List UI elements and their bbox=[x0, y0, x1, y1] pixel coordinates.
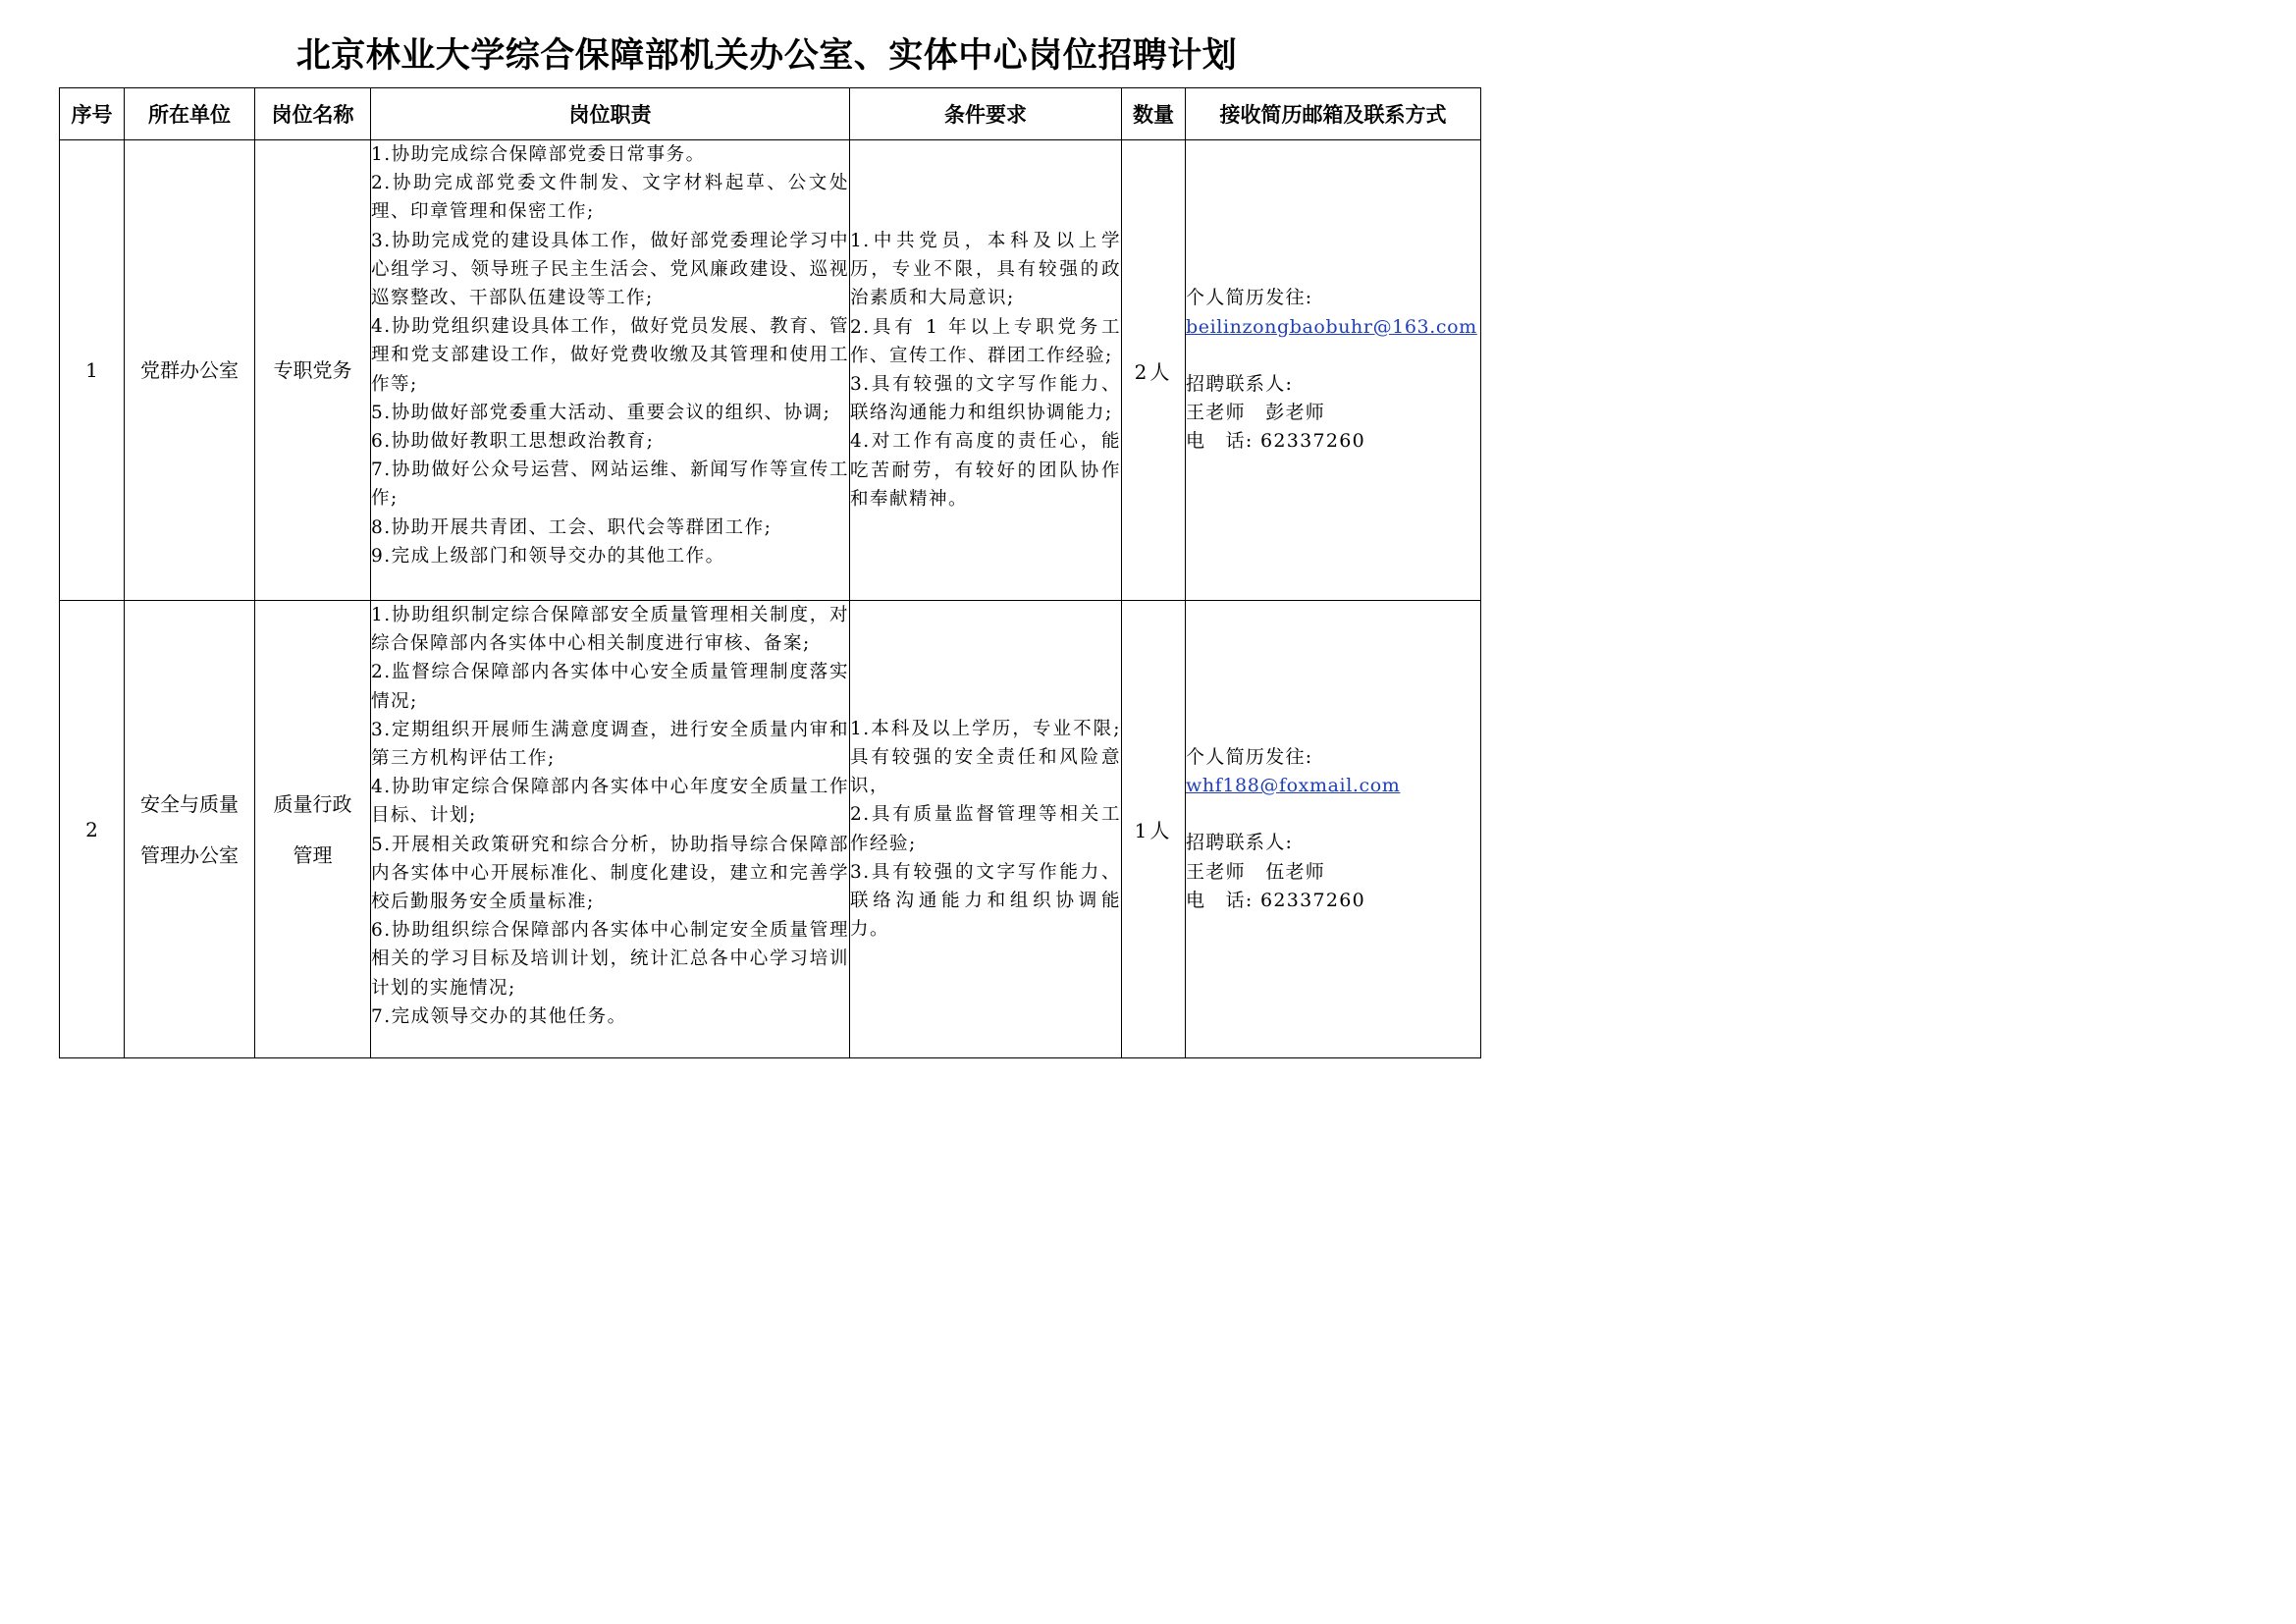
page-title: 北京林业大学综合保障部机关办公室、实体中心岗位招聘计划 bbox=[295, 36, 1238, 76]
duty-item: 5.协助做好部党委重大活动、重要会议的组织、协调; bbox=[371, 402, 831, 423]
row-quantity: 2人 bbox=[1122, 140, 1186, 601]
email-link[interactable]: whf188@foxmail.com bbox=[1186, 775, 1401, 797]
spacer bbox=[1186, 800, 1480, 829]
header-duties: 岗位职责 bbox=[371, 88, 850, 140]
row-contact bbox=[1186, 601, 1481, 1058]
row-duties bbox=[371, 140, 850, 601]
requirement-item: 2.具有 1 年以上专职党务工作、宣传工作、群团工作经验; bbox=[850, 316, 1121, 366]
row-quantity: 1人 bbox=[1122, 601, 1186, 1058]
duty-item: 6.协助做好教职工思想政治教育; bbox=[371, 431, 655, 453]
contact-persons: 王老师 彭老师 bbox=[1186, 402, 1326, 424]
duty-item: 8.协助开展共青团、工会、职代会等群团工作; bbox=[371, 516, 773, 538]
resume-label: 个人简历发往: bbox=[1186, 745, 1313, 768]
duty-item: 4.协助审定综合保障部内各实体中心年度安全质量工作目标、计划; bbox=[371, 777, 849, 827]
row-duties bbox=[371, 601, 850, 1058]
row-position: 专职党务 bbox=[255, 140, 371, 601]
row-requirements bbox=[850, 140, 1122, 601]
header-seq: 序号 bbox=[60, 88, 125, 140]
row-unit: 党群办公室 bbox=[125, 140, 255, 601]
position-line: 管理 bbox=[293, 842, 333, 867]
duty-item: 2.监督综合保障部内各实体中心安全质量管理制度落实情况; bbox=[371, 662, 849, 712]
email-link[interactable]: beilinzongbaobuhr@163.com bbox=[1186, 315, 1477, 338]
duty-item: 7.完成领导交办的其他任务。 bbox=[371, 1005, 627, 1027]
contact-phone: 电 话: 62337260 bbox=[1186, 430, 1366, 453]
row-seq: 2 bbox=[60, 601, 125, 1058]
requirement-item: 1.中共党员，本科及以上学历，专业不限，具有较强的政治素质和大局意识; bbox=[850, 230, 1121, 309]
unit-line: 安全与质量 bbox=[140, 791, 239, 816]
recruitment-table bbox=[59, 87, 1481, 1058]
duty-item: 2.协助完成部党委文件制发、文字材料起草、公文处理、印章管理和保密工作; bbox=[371, 173, 849, 223]
row-seq: 1 bbox=[60, 140, 125, 601]
requirement-item: 4.对工作有高度的责任心，能吃苦耐劳，有较好的团队协作和奉献精神。 bbox=[850, 431, 1121, 510]
duty-item: 3.协助完成党的建设具体工作，做好部党委理论学习中心组学习、领导班子民主生活会、党风廉政建设、巡视巡察整改、干部队伍建设等工作; bbox=[371, 230, 849, 309]
contact-label: 招聘联系人: bbox=[1186, 372, 1294, 395]
unit-line: 管理办公室 bbox=[140, 842, 239, 867]
resume-label: 个人简历发往: bbox=[1186, 287, 1313, 309]
duty-item: 7.协助做好公众号运营、网站运维、新闻写作等宣传工作; bbox=[371, 460, 849, 510]
table-row bbox=[60, 601, 1481, 1058]
requirement-item: 2.具有质量监督管理等相关工作经验; bbox=[850, 804, 1121, 854]
duty-item: 1.协助组织制定综合保障部安全质量管理相关制度，对综合保障部内各实体中心相关制度进行审核、备案; bbox=[371, 605, 849, 655]
row-unit bbox=[125, 601, 255, 1058]
row-contact bbox=[1186, 140, 1481, 601]
contact-label: 招聘联系人: bbox=[1186, 832, 1294, 854]
table-header-row bbox=[60, 88, 1481, 140]
requirement-item: 3.具有较强的文字写作能力、联络沟通能力和组织协调能力。 bbox=[850, 861, 1121, 941]
duty-item: 9.完成上级部门和领导交办的其他工作。 bbox=[371, 545, 725, 567]
duty-item: 6.协助组织综合保障部内各实体中心制定安全质量管理相关的学习目标及培训计划，统计汇总各中心学习培训计划的实施情况; bbox=[371, 920, 849, 999]
row-position bbox=[255, 601, 371, 1058]
header-requirements: 条件要求 bbox=[850, 88, 1122, 140]
duty-item: 4.协助党组织建设具体工作，做好党员发展、教育、管理和党支部建设工作，做好党费收缴及其管理和使用工作等; bbox=[371, 316, 849, 395]
header-unit: 所在单位 bbox=[125, 88, 255, 140]
duty-item: 1.协助完成综合保障部党委日常事务。 bbox=[371, 144, 706, 165]
header-contact: 接收简历邮箱及联系方式 bbox=[1186, 88, 1481, 140]
requirement-item: 1.本科及以上学历，专业不限;具有较强的安全责任和风险意识， bbox=[850, 718, 1121, 797]
duty-item: 5.开展相关政策研究和综合分析，协助指导综合保障部内各实体中心开展标准化、制度化建设，建立和完善学校后勤服务安全质量标准; bbox=[371, 834, 849, 913]
duty-item: 3.定期组织开展师生满意度调查，进行安全质量内审和第三方机构评估工作; bbox=[371, 719, 849, 770]
requirement-item: 3.具有较强的文字写作能力、联络沟通能力和组织协调能力; bbox=[850, 374, 1121, 424]
contact-persons: 王老师 伍老师 bbox=[1186, 860, 1326, 883]
table-row bbox=[60, 140, 1481, 601]
header-quantity: 数量 bbox=[1122, 88, 1186, 140]
spacer bbox=[1186, 342, 1480, 370]
position-line: 质量行政 bbox=[273, 791, 352, 816]
header-position: 岗位名称 bbox=[255, 88, 371, 140]
contact-phone: 电 话: 62337260 bbox=[1186, 889, 1366, 911]
row-requirements bbox=[850, 601, 1122, 1058]
